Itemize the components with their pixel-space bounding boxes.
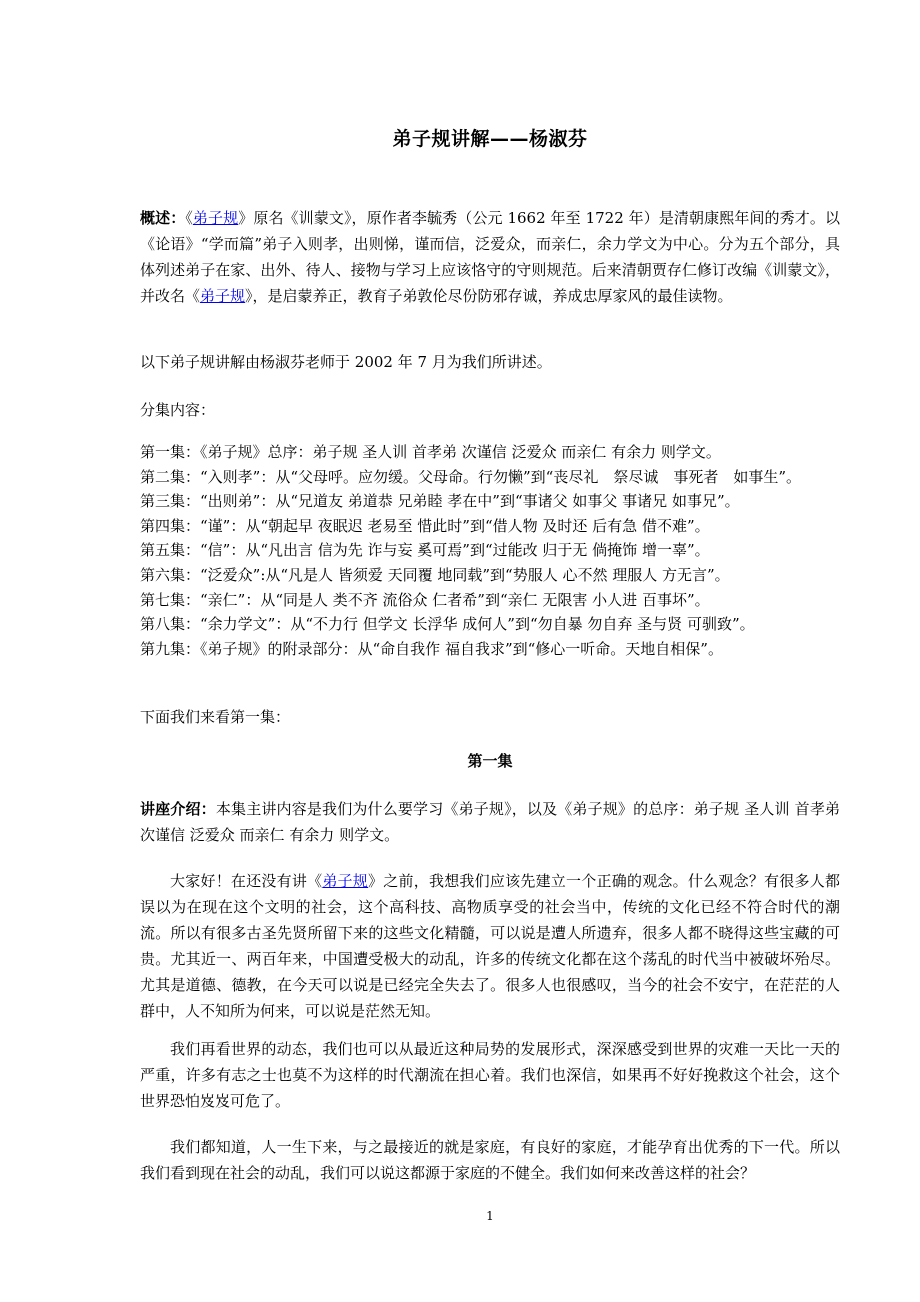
lecture-intro-text: 本集主讲内容是我们为什么要学习《弟子规》，以及《弟子规》的总序：弟子规 圣人训 首孝弟 次谨信 泛爱众 而亲仁 有余力 则学文。 <box>140 800 840 844</box>
episode-item: 第九集：《弟子规》的附录部分：从“命自我作 福自我求”到“修心一听命。天地自相保”。 <box>140 639 723 658</box>
episode-item: 第四集：“谨”：从“朝起早 夜眠迟 老易至 惜此时”到“借人物 及时还 后有急 借不难”。 <box>140 516 710 535</box>
overview-paragraph <box>140 205 840 309</box>
dizigui-link-2[interactable]: 弟子规 <box>200 287 246 305</box>
episode-item: 第三集：“出则弟”：从“兄道友 弟道恭 兄弟睦 孝在中”到“事诸父 如事父 事诸兄 如事兄”。 <box>140 492 740 511</box>
episode-item: 第二集：“入则孝”：从“父母呼。应勿缓。父母命。行勿懒”到“丧尽礼 祭尽诚 事死者 如事生”。 <box>140 467 802 486</box>
episode-item: 第七集：“亲仁”：从“同是人 类不齐 流俗众 仁者希”到“亲仁 无限害 小人进 百事坏”。 <box>140 590 710 609</box>
body-paragraph-2-section <box>140 1036 840 1114</box>
episode-item: 第六集：“泛爱众”:从“凡是人 皆须爱 天同覆 地同载”到“势服人 心不然 理服人 方无言”。 <box>140 565 730 584</box>
next-line: 下面我们来看第一集： <box>140 708 291 726</box>
overview-label: 概述： <box>140 209 186 227</box>
episode-item: 第一集：《弟子规》总序：弟子规 圣人训 首孝弟 次谨信 泛爱众 而亲仁 有余力 则学文。 <box>140 443 721 461</box>
body-paragraph-1 <box>140 868 840 1024</box>
lecture-intro-section <box>140 796 840 848</box>
episode-item: 第五集：“信”：从“凡出言 信为先 诈与妄 奚可焉”到“过能改 归于无 倘掩饰 增一辜”。 <box>140 541 710 560</box>
section-title: 第一集 <box>467 752 513 770</box>
intro-section <box>140 349 840 375</box>
episodes-heading: 分集内容： <box>140 401 216 419</box>
lecture-intro-paragraph <box>140 796 840 848</box>
episode-item: 第八集：“余力学文”：从“不力行 但学文 长浮华 成何人”到“勿自暴 勿自弃 圣与贤 可驯致”。 <box>140 615 755 634</box>
overview-section <box>140 205 840 309</box>
body-paragraph-1-section <box>140 868 840 1024</box>
document-title: 弟子规讲解——杨淑芬 <box>392 128 588 150</box>
body-paragraph-3: 我们都知道，人一生下来，与之最接近的就是家庭，有良好的家庭，才能孕育出优秀的下一代。所以我们看到现在社会的动乱，我们可以说这都源于家庭的不健全。我们如何来改善这样的社会？ <box>140 1138 840 1182</box>
page-number: 1 <box>486 1209 494 1223</box>
overview-text-2: 》原名《训蒙文》，原作者李毓秀（公元 1662 年至 1722 年）是清朝康熙年间的秀才。以《论语》“学而篇”弟子入则孝，出则悌，谨而信，泛爱众，而亲仁，余力学文为中心。分为五个部分，具体列述弟子在家、出外、待人、接物与学习上应该恪守的守则规范。后来清朝贾存仁修订改编《训蒙文》，并改名《 <box>140 209 840 305</box>
episodes-list <box>140 440 840 661</box>
next-line-section <box>140 704 840 730</box>
overview-text-1: 《 <box>185 209 193 227</box>
body-paragraph-3-section <box>140 1134 840 1186</box>
body-p1-after: 》之前，我想我们应该先建立一个正确的观念。什么观念？有很多人都误以为在现在这个文明的社会，这个高科技、高物质享受的社会当中，传统的文化已经不符合时代的潮流。所以有很多古圣先贤所留下来的这些文化精髓，可以说是遭人所遗弃，很多人都不晓得这些宝藏的可贵。尤其近一、两百年来，中国遭受极大的动乱，许多的传统文化都在这个荡乱的时代当中被破坏殆尽。尤其是道德、德教，在今天可以说是已经完全失去了。很多人也很感叹，当今的社会不安宁，在茫茫的人群中，人不知所为何来，可以说是茫然无知。 <box>140 872 840 1020</box>
lecture-intro-label: 讲座介绍： <box>140 800 216 818</box>
dizigui-link-3[interactable]: 弟子规 <box>322 872 369 890</box>
body-p1-before: 大家好！在还没有讲《 <box>170 872 323 890</box>
overview-text-3: 》，是启蒙养正，教育子弟敦伦尽份防邪存诚，养成忠厚家风的最佳读物。 <box>245 287 733 305</box>
dizigui-link-1[interactable]: 弟子规 <box>192 209 239 227</box>
intro-line: 以下弟子规讲解由杨淑芬老师于 2002 年 7 月为我们所讲述。 <box>140 353 552 371</box>
body-paragraph-2: 我们再看世界的动态，我们也可以从最近这种局势的发展形式，深深感受到世界的灾难一天比一天的严重，许多有志之士也莫不为这样的时代潮流在担心着。我们也深信，如果再不好好挽救这个社会，这个世界恐怕岌岌可危了。 <box>140 1040 840 1110</box>
episodes-heading-section <box>140 397 840 423</box>
